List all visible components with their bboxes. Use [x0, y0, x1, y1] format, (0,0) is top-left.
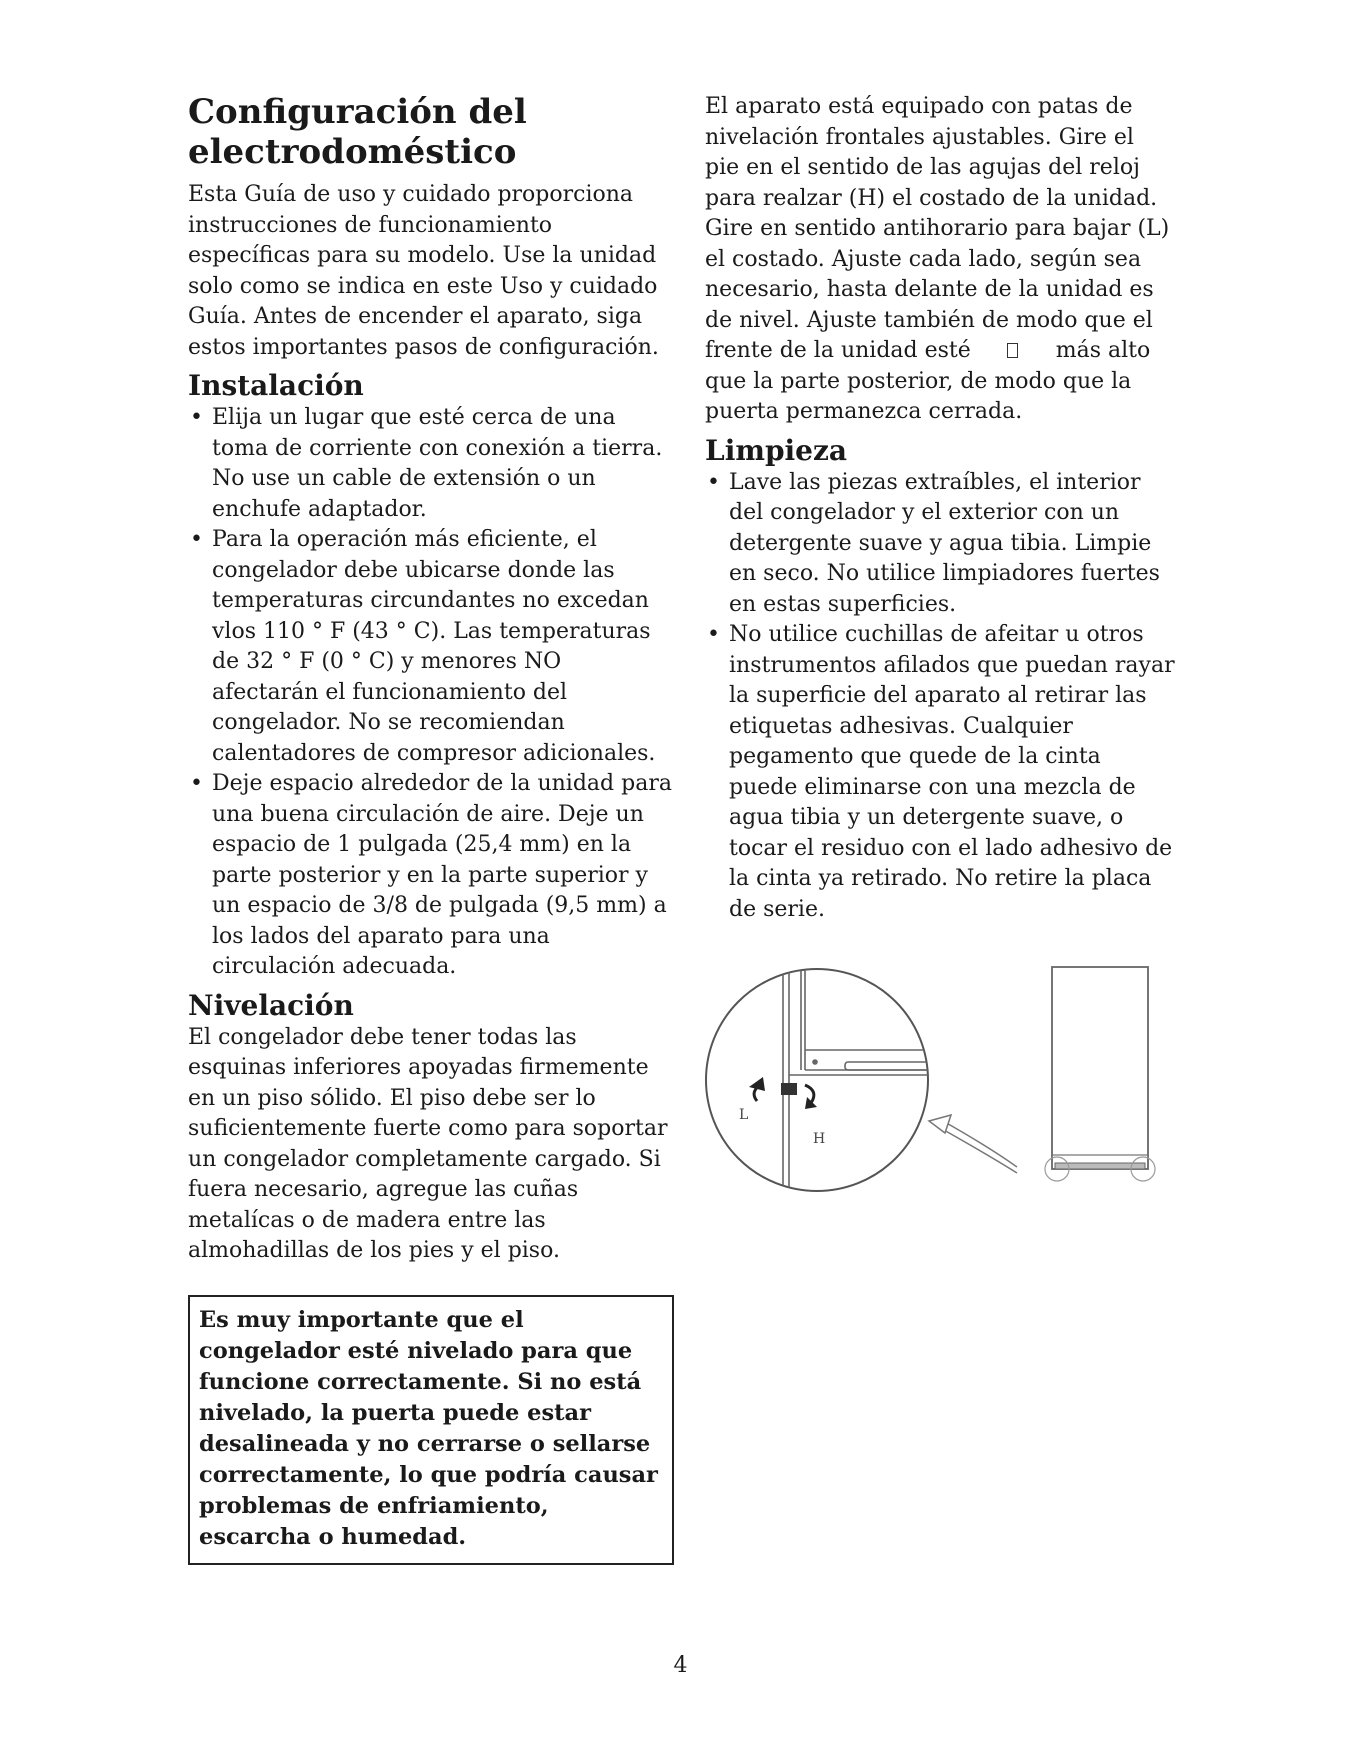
page-title: Configuración del electrodoméstico [188, 92, 527, 172]
list-item: • Deje espacio alrededor de la unidad para una buena circulación de aire. Deje un espacio de 1 pulgada (25,4 mm) en la parte posterior y en la parte superior y un espacio de 3/8 de pulgada (9,5 mm) a los lados del aparato para una circulación adecuada. [188, 769, 674, 983]
heading-nivelacion: Nivelación [188, 988, 354, 1022]
limpieza-list [705, 468, 1175, 926]
important-notice-box: Es muy importante que el congelador esté nivelado para que funcione correctamente. Si no está nivelado, la puerta puede estar desalineada y no cerrarse o sellarse correctamente, lo que podría causar problemas de enfriamiento, escarcha o humedad. [188, 1295, 674, 1565]
leveling-foot [781, 1083, 797, 1095]
page-number: 4 [673, 1653, 688, 1678]
nivelacion-paragraph: El congelador debe tener todas las esquinas inferiores apoyadas firmemente en un piso sólido. El piso debe ser lo suficientemente fuerte como para soportar un congelador completamente cargado. Si fuera necesario, agregue las cuñas metalícas o de madera entre las almohadillas de los pies y el piso. [188, 1024, 668, 1263]
heading-limpieza: Limpieza [705, 433, 848, 467]
leveling-leg-diagram [705, 965, 1175, 1205]
list-item: • Lave las piezas extraíbles, el interior del congelador y el exterior con un detergente suave y agua tibia. Limpie en seco. No utilice limpiadores fuertes en estas superficies. [705, 468, 1175, 621]
leveling-legs-paragraph [705, 92, 1173, 428]
left-column [188, 92, 674, 1565]
leveling-text-part-a: El aparato está equipado con patas de nivelación frontales ajustables. Gire el pie en el sentido de las agujas del reloj para realzar (H) el costado de la unidad. Gire en sentido antihorario para bajar (L) el costado. Ajuste cada lado, según sea necesario, hasta delante de la unidad es de nivel. Ajuste también de modo que el frente de la unidad esté [705, 94, 1170, 363]
missing-glyph-icon [1007, 343, 1018, 358]
leveling-text-part-b: más alto que la parte posterior, de modo que la puerta permanezca cerrada. [705, 338, 1151, 424]
instalacion-list [188, 403, 674, 983]
freezer-cabinet [1052, 967, 1148, 1169]
list-item: • No utilice cuchillas de afeitar u otros instrumentos afilados que puedan rayar la superficie del aparato al retirar las etiquetas adhesivas. Cualquier pegamento que quede de la cinta puede eliminarse con una mezcla de agua tibia y un detergente suave, o tocar el residuo con el lado adhesivo de la cinta ya retirado. No retire la placa de serie. [705, 620, 1175, 925]
label-low: L [739, 1107, 749, 1123]
label-high: H [813, 1131, 826, 1147]
magnify-circle [706, 969, 928, 1191]
right-column [705, 92, 1175, 1205]
list-item: • Para la operación más eficiente, el congelador debe ubicarse donde las temperaturas circundantes no excedan vlos 110 ° F (43 ° C). Las temperaturas de 32 ° F (0 ° C) y menores NO afectarán el funcionamiento del congelador. No se recomiendan calentadores de compresor adicionales. [188, 525, 674, 769]
leveling-leg-illustration [705, 965, 1175, 1205]
heading-instalacion: Instalación [188, 369, 364, 402]
list-item: • Elija un lugar que esté cerca de una toma de corriente con conexión a tierra. No use un cable de extensión o un enchufe adaptador. [188, 403, 674, 525]
intro-paragraph: Esta Guía de uso y cuidado proporciona instrucciones de funcionamiento específicas para su modelo. Use la unidad solo como se indica en este Uso y cuidado Guía. Antes de encender el aparato, siga estos importantes pasos de configuración. [188, 182, 659, 360]
